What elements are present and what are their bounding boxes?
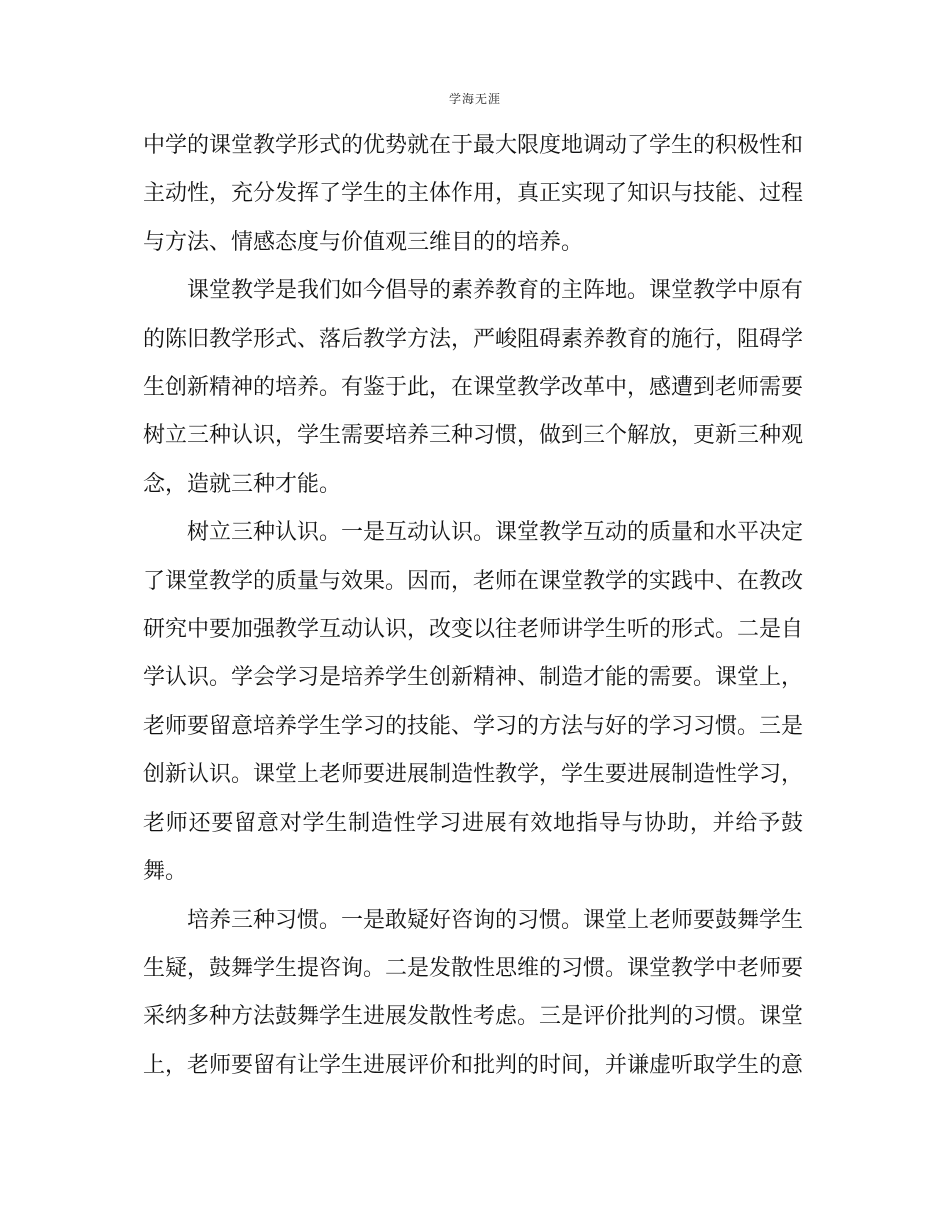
paragraph-2: 课堂教学是我们如今倡导的素养教育的主阵地。课堂教学中原有的陈旧教学形式、落后教学方法，严峻阻碍素养教育的施行，阻碍学生创新精神的培养。有鉴于此，在课堂教学改革中，感遭到老师需要树立三种认识，学生需要培养三种习惯，做到三个解放，更新三种观念，造就三种才能。 — [143, 278, 804, 497]
document-body — [143, 122, 803, 1090]
paragraph-3: 树立三种认识。一是互动认识。课堂教学互动的质量和水平决定了课堂教学的质量与效果。因而，老师在课堂教学的实践中、在教改研究中要加强教学互动认识，改变以往老师讲学生听的形式。二是自学认识。学会学习是培养学生创新精神、制造才能的需要。课堂上，老师要留意培养学生学习的技能、学习的方法与好的学习习惯。三是创新认识。课堂上老师要进展制造性教学，学生要进展制造性学习，老师还要留意对学生制造性学习进展有效地指导与协助，并给予鼓舞。 — [143, 520, 804, 885]
page-header: 学海无涯 — [448, 92, 501, 106]
paragraph-4: 培养三种习惯。一是敢疑好咨询的习惯。课堂上老师要鼓舞学生生疑，鼓舞学生提咨询。二是发散性思维的习惯。课堂教学中老师要采纳多种方法鼓舞学生进展发散性考虑。三是评价批判的习惯。课堂上，老师要留有让学生进展评价和批判的时间，并谦虚听取学生的意 — [143, 907, 804, 1078]
paragraph-1: 中学的课堂教学形式的优势就在于最大限度地调动了学生的积极性和主动性，充分发挥了学生的主体作用，真正实现了知识与技能、过程与方法、情感态度与价值观三维目的的培养。 — [143, 133, 804, 255]
